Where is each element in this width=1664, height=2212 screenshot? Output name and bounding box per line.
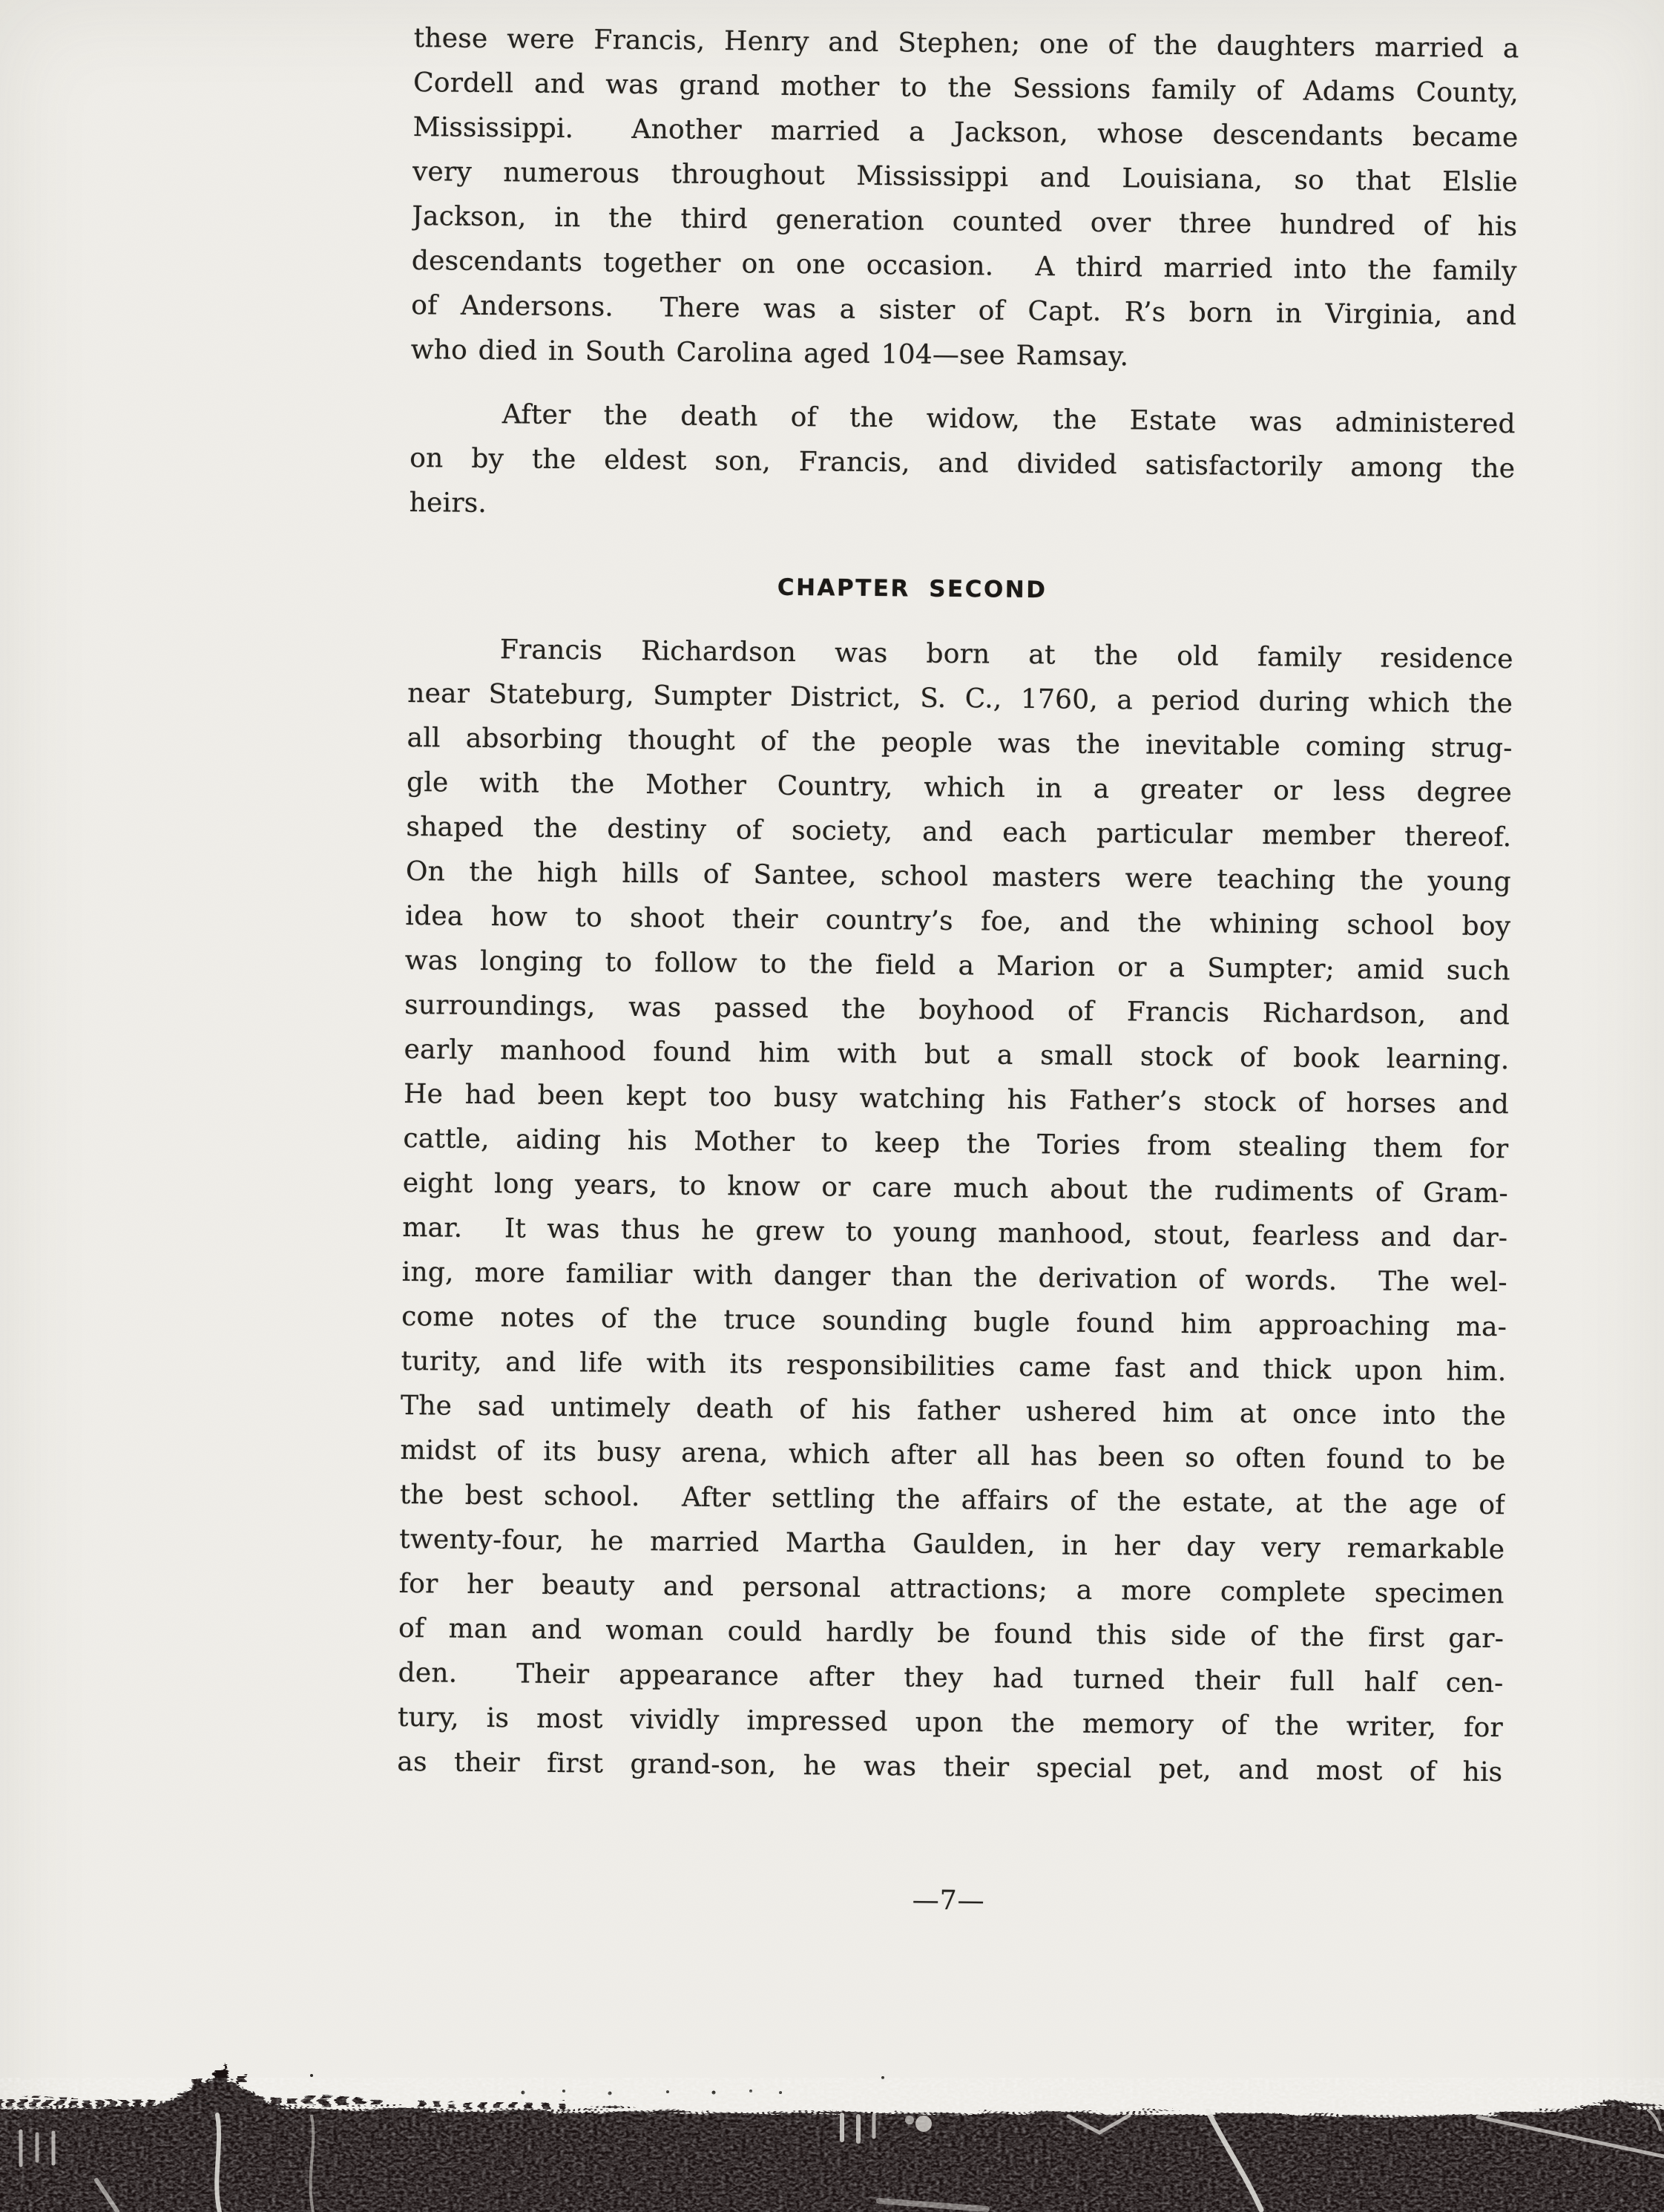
text-line: Mississippi. Another married a Jackson, whose descendants became <box>412 111 1519 154</box>
paragraph-continuation <box>410 16 1519 383</box>
text-line: gle with the Mother Country, which in a greater or less degree <box>406 767 1513 809</box>
text-line: of Andersons. There was a sister of Capt. R’s born in Virginia, and <box>411 289 1517 332</box>
page-number: —7— <box>912 1885 985 1917</box>
text-line: on by the eldest son, Francis, and divided satisfactorily among the <box>410 442 1516 485</box>
text-line: idea how to shoot their country’s foe, and the whining school boy <box>405 900 1511 942</box>
text-line: shaped the destiny of society, and each particular member thereof. <box>406 811 1512 853</box>
text-line: ing, more familiar with danger than the derivation of words. The wel- <box>401 1256 1507 1299</box>
text-line: Francis Richardson was born at the old family residence <box>499 634 1513 675</box>
text-line: who died in South Carolina aged 104—see Ramsay. <box>410 334 1129 373</box>
text-line: midst of its busy arena, which after all has been so often found to be <box>400 1434 1506 1477</box>
text-line: surroundings, was passed the boyhood of Francis Richardson, and <box>404 989 1510 1031</box>
text-line: Cordell and was grand mother to the Sessions family of Adams County, <box>412 67 1519 109</box>
text-line: was longing to follow to the field a Marion or a Sumpter; amid such <box>404 945 1510 987</box>
text-line: all absorbing thought of the people was the inevitable coming strug- <box>407 722 1513 764</box>
text-line: very numerous throughout Mississippi and Louisiana, so that Elslie <box>412 156 1519 198</box>
text-line: den. Their appearance after they had turned their full half cen- <box>398 1657 1504 1699</box>
text-line: as their first grand-son, he was their special pet, and most of his <box>397 1746 1503 1788</box>
text-line: near Stateburg, Sumpter District, S. C., 1760, a period during which the <box>407 677 1513 720</box>
paragraph-estate <box>409 392 1516 536</box>
text-line: eight long years, to know or care much about the rudiments of Gram- <box>402 1167 1509 1210</box>
text-line: early manhood found him with but a small stock of book learning. <box>404 1034 1510 1076</box>
text-line: the best school. After settling the affairs of the estate, at the age of <box>399 1479 1506 1521</box>
band-grain <box>0 2078 1664 2212</box>
scan-bottom-band <box>0 1989 1664 2212</box>
text-line: of man and woman could hardly be found this side of the first gar- <box>398 1612 1504 1655</box>
text-line: tury, is most vividly impressed upon the memory of the writer, for <box>397 1701 1504 1744</box>
text-line: turity, and life with its responsibilities came fast and thick upon him. <box>401 1345 1507 1388</box>
text-line: come notes of the truce sounding bugle found him approaching ma- <box>401 1301 1507 1343</box>
text-line: The sad untimely death of his father ushered him at once into the <box>400 1390 1507 1432</box>
text-line: heirs. <box>409 487 487 519</box>
chapter-heading: CHAPTER SECOND <box>777 574 1048 604</box>
text-line: for her beauty and personal attractions; a more complete specimen <box>398 1568 1504 1610</box>
text-line: Jackson, in the third generation counted over three hundred of his <box>412 200 1518 243</box>
text-line: cattle, aiding his Mother to keep the Tories from stealing them for <box>403 1123 1509 1165</box>
text-line: these were Francis, Henry and Stephen; one of the daughters married a <box>413 22 1519 65</box>
text-line: mar. It was thus he grew to young manhood, stout, fearless and dar- <box>402 1212 1508 1254</box>
text-line: After the death of the widow, the Estate was administered <box>501 399 1516 440</box>
text-line: twenty-four, he married Martha Gaulden, in her day very remarkable <box>399 1523 1505 1566</box>
text-line: He had been kept too busy watching his Father’s stock of horses and <box>403 1078 1510 1120</box>
text-line: On the high hills of Santee, school masters were teaching the young <box>405 856 1512 898</box>
text-line: descendants together on one occasion. A third married into the family <box>411 245 1517 287</box>
paragraph-chapter-second <box>397 627 1513 1795</box>
page-text-block <box>395 16 1519 1929</box>
